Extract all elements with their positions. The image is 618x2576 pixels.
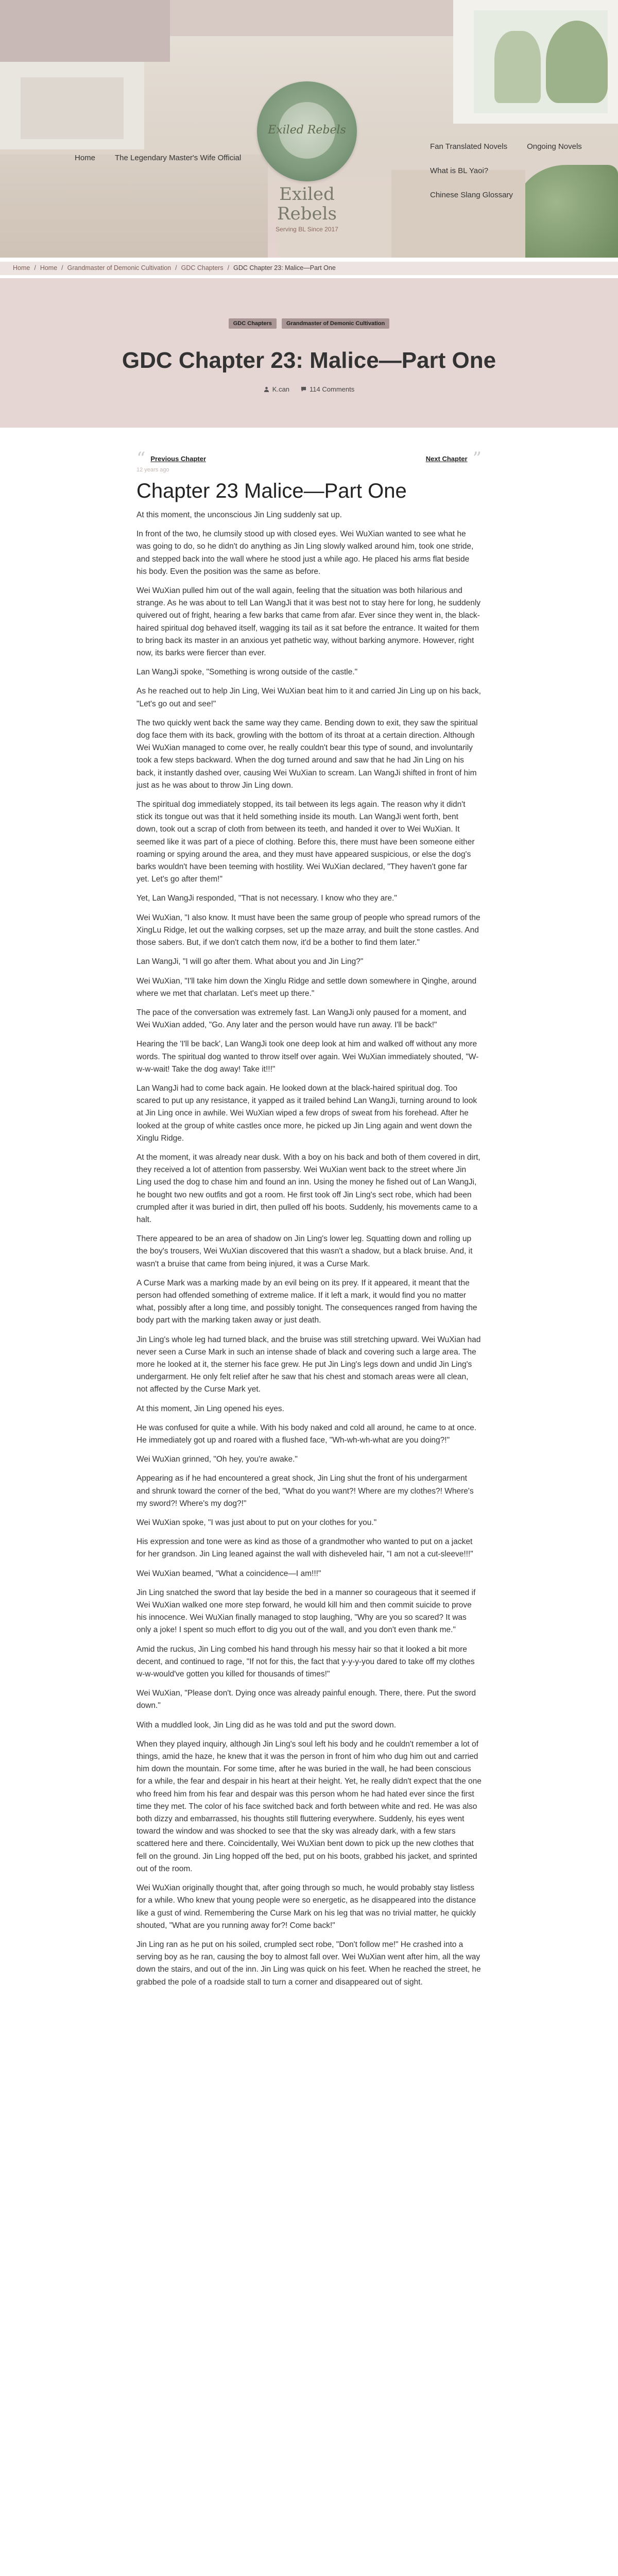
- chapter-paragraph: Wei WuXian originally thought that, after going through so much, he would probably stay listless for a while. Who knew that young people were so energetic, as he disappeared into the distance like a gust of wind. Remembering the Curse Mark on his leg that was no trivial matter, he quickly shouted, "What are you running away for?! Come back!": [136, 1884, 476, 1930]
- breadcrumb-item-gdc-chapters[interactable]: GDC Chapters: [181, 264, 224, 272]
- site-logo[interactable]: [257, 81, 357, 181]
- chapter-navigation: [136, 448, 482, 469]
- nav-link-what-is-bl[interactable]: What is BL Yaoi?: [430, 166, 489, 175]
- chapter-paragraph: Jin Ling ran as he put on his soiled, crumpled sect robe, "Don't follow me!" He crashed into a serving boy as he ran, causing the boy to almost fall over. Wei WuXian went after him, all the way down the stairs, and out of the inn. Jin Ling was quick on his feet. When he reached the street, he grabbed the pole of a roadside stall to turn a corner and disappeared out of sight.: [136, 1940, 481, 1987]
- category-badge-grandmaster[interactable]: Grandmaster of Demonic Cultivation: [282, 318, 389, 329]
- chapter-paragraph: Jin Ling's whole leg had turned black, and the bruise was still stretching upward. Wei WuXian had never seen a Curse Mark in such an intense shade of black and covering such a large area. The more he looked at it, the sterner his face grew. He put Jin Ling's legs down and undid Jin Ling's undergarment. He only felt relief after he saw that his chest and stomach areas were all clean, not affected by the Curse Mark yet.: [136, 1335, 481, 1394]
- chapter-paragraph: He was confused for quite a while. With his body naked and cold all around, he came to at once. He immediately got up and roared with a flushed face, "Wh-wh-wh-what are you doing?!": [136, 1423, 476, 1445]
- post-author-name: K.can: [272, 385, 290, 393]
- nav-link-home[interactable]: Home: [75, 154, 96, 162]
- category-badge-gdc-chapters[interactable]: GDC Chapters: [229, 318, 277, 329]
- quote-mark-icon: ”: [472, 448, 482, 469]
- nav-link-fan-translated-novels[interactable]: Fan Translated Novels: [430, 142, 508, 151]
- chapter-paragraph: With a muddled look, Jin Ling did as he was told and put the sword down.: [136, 1720, 397, 1730]
- chapter-paragraph: Wei WuXian pulled him out of the wall again, feeling that the situation was both hilarious and strange. As he was about to tell Lan WangJi that it was best not to stay here for long, he suddenly quivered out of fright, hearing a few barks that came from afar. Ever since they went in, the black-haired spiritual dog behaved itself, wagging its tail as it sat before the entrance. It waited for them to bring back its master in an anxious yet pathetic way, without barking anymore. However, right now, its barks were fiercer than ever.: [136, 586, 481, 658]
- site-branding: [255, 81, 358, 233]
- breadcrumb-current: GDC Chapter 23: Malice—Part One: [233, 264, 336, 272]
- chapter-paragraph: Hearing the 'I'll be back', Lan WangJi took one deep look at him and walked off without any more words. The spiritual dog wanted to throw itself over again. Wei WuXian immediately shouted, "W-w-w-wait! Take the dog away! Take it!!!": [136, 1040, 479, 1074]
- chapter-paragraph: His expression and tone were as kind as those of a grandmother who wanted to put on a jacket for her grandson. Jin Ling leaned against the wall with disheveled hair, "I am not a cut-sleeve!!!": [136, 1537, 473, 1559]
- chapter-paragraph: Wei WuXian spoke, "I was just about to put on your clothes for you.": [136, 1518, 377, 1528]
- quote-mark-icon: “: [136, 448, 146, 469]
- site-title[interactable]: Exiled Rebels: [277, 184, 337, 224]
- chapter-paragraph: Lan WangJi, "I will go after them. What about you and Jin Ling?": [136, 957, 364, 967]
- chapter-paragraph: Wei WuXian, "I'll take him down the Xinglu Ridge and settle down somewhere in Qinghe, around where we met that charlatan. Let's meet up there.": [136, 976, 477, 998]
- primary-nav-left: [75, 154, 241, 162]
- site-tagline: Serving BL Since 2017: [276, 226, 338, 233]
- breadcrumb: [13, 264, 336, 272]
- chapter-paragraph: The pace of the conversation was extremely fast. Lan WangJi only paused for a moment, and Wei WuXian added, "Go. Any later and the person would have run away. I'll be back!": [136, 1008, 467, 1030]
- post-content: [136, 448, 482, 1989]
- breadcrumb-item-grandmaster[interactable]: Grandmaster of Demonic Cultivation: [67, 264, 171, 272]
- chapter-paragraph: The two quickly went back the same way they came. Bending down to exit, they saw the spiritual dog face them with its back, growling with the bottom of its throat at a certain direction. Although Wei WuXian managed to come over, he really couldn't bear this type of sound, and involuntarily took a few steps backward. When the dog turned around and saw that he had Jin Ling on his back, it instantly dashed over, causing Wei WuXian to scream. Lan WangJi shifted in front of him just as he was about to throw Jin Ling down.: [136, 718, 478, 790]
- chapter-paragraph: Amid the ruckus, Jin Ling combed his hand through his messy hair so that it looked a bit more decent, and continued to rage, "If not for this, the fact that y-y-y-you dared to take off my clothes w-w-would've gotten you killed for thousands of times!": [136, 1645, 475, 1679]
- primary-nav-right: [430, 142, 585, 199]
- breadcrumb-item-home-2[interactable]: Home: [40, 264, 58, 272]
- next-chapter-link[interactable]: Next Chapter: [425, 454, 468, 463]
- breadcrumb-item-home[interactable]: Home: [13, 264, 30, 272]
- post-comments-link[interactable]: [301, 385, 354, 393]
- previous-chapter: [136, 448, 207, 469]
- post-meta: [0, 385, 618, 393]
- post-date: 12 years ago: [136, 467, 169, 473]
- post-categories: [0, 318, 618, 329]
- chapter-heading: Chapter 23 Malice—Part One: [136, 480, 407, 502]
- chapter-paragraph: Wei WuXian beamed, "What a coincidence—I am!!!": [136, 1569, 321, 1578]
- chapter-paragraph: The spiritual dog immediately stopped, its tail between its legs again. The reason why it didn't stick its tongue out was that it held something inside its mouth. Lan WangJi went forth, bent down, took out a scrap of cloth from between its teeth, and handed it over to Wei WuXian. It seemed like it was part of a piece of clothing. Before this, there must have been someone either roaming or spying around the area, and they must have appeared suspicious, or else the dog's barks wouldn't have been teeming with hostility. Wei WuXian declared, "They haven't gone far yet. Let's go after them!": [136, 800, 475, 884]
- post-comments-count: 114 Comments: [310, 385, 355, 393]
- chapter-paragraph: At the moment, it was already near dusk. With a boy on his back and both of them covered in dirt, they received a lot of attention from passersby. Wei WuXian went back to the street where Jin Ling used the dog to chase him and found an inn. Using the money he fished out of Lan WangJi, he bought two new outfits and got a room. He first took off Jin Ling's sect robe, which had been crumpled after it was buried in dirt, then pulled off his boots. Suddenly, his movements came to a halt.: [136, 1153, 480, 1224]
- logo-text: Exiled Rebels: [268, 124, 346, 137]
- chapter-paragraph: At this moment, the unconscious Jin Ling suddenly sat up.: [136, 511, 342, 519]
- chapter-paragraph: As he reached out to help Jin Ling, Wei WuXian beat him to it and carried Jin Ling up on his back, "Let's go out and see!": [136, 687, 481, 708]
- breadcrumb-separator: /: [61, 264, 63, 272]
- chapter-paragraph: When they played inquiry, although Jin Ling's soul left his body and he couldn't remember a lot of things, amid the haze, he knew that it was the person in front of him who dug him out and carried him down the mountain. For some time, after he was buried in the wall, he had been conscious for a while, the fear and despair in his heart at their height. Yet, he really didn't expect that the one who freed him from his fear and despair was this person whom he had hated ever since the first time they met. The color of his face switched back and forth between white and red. He was also both dizzy and embarrassed, his thoughts still fluttering everywhere. Suddenly, his eyes went toward the window and was shocked to see that the sky was already dark, with a few stars scattered here and there. Coincidentally, Wei WuXian bent down to pick up the new clothes that fell on the ground. Jin Ling hopped off the bed, put on his boots, grabbed his jacket, and sprinted out of the room.: [136, 1739, 482, 1873]
- nav-link-ongoing-novels[interactable]: Ongoing Novels: [527, 142, 582, 151]
- chapter-paragraph: Wei WuXian, "Please don't. Dying once was already painful enough. There, there. Put the sword down.": [136, 1689, 476, 1710]
- chapter-paragraph: At this moment, Jin Ling opened his eyes.: [136, 1404, 284, 1413]
- chapter-paragraph: Appearing as if he had encountered a great shock, Jin Ling shut the front of his undergarment and shrunk toward the corner of the bed, "What do you want?! Where are my clothes?! Where's my sword?! Where's my dog?!": [136, 1474, 474, 1508]
- chapter-paragraph: Lan WangJi spoke, "Something is wrong outside of the castle.": [136, 668, 358, 677]
- chapter-paragraph: Jin Ling snatched the sword that lay beside the bed in a manner so courageous that it seemed if Wei WuXian walked one more step forward, he would kill him and then commit suicide to prove his innocence. Wei WuXian finally managed to stop laughing, "Why are you so scared? It was only a joke! I spent so much effort to dig you out of the wall, and you don't even thank me.": [136, 1588, 476, 1635]
- chapter-paragraph: Wei WuXian, "I also know. It must have been the same group of people who spread rumors of the XingLu Ridge, let out the walking corpses, set up the maze array, and built the stone castles. And those sabers. But, if we don't catch them now, it'd be a bother to find them later.": [136, 913, 480, 947]
- chapter-paragraph: A Curse Mark was a marking made by an evil being on its prey. If it appeared, it meant that the person had offended something of extreme malice. If it left a mark, it would find you no matter what, possibly after a long time, and possibly tonight. The consequences ranged from having the body part with the marking taken away or just death.: [136, 1278, 477, 1325]
- chapter-paragraph: Yet, Lan WangJi responded, "That is not necessary. I know who they are.": [136, 894, 397, 903]
- chapter-paragraph: There appeared to be an area of shadow on Jin Ling's lower leg. Squatting down and rolling up the boy's trousers, Wei WuXian discovered that this wasn't a shadow, but a black bruise. And, it wasn't a bruise that came from being injured, it was a Curse Mark.: [136, 1234, 473, 1268]
- site-header: [0, 0, 618, 258]
- post-author[interactable]: [264, 385, 289, 393]
- next-chapter: [425, 448, 482, 469]
- nav-link-legendary-masters-wife[interactable]: The Legendary Master's Wife Official: [115, 154, 242, 162]
- chapter-paragraph: Wei WuXian grinned, "Oh hey, you're awake.": [136, 1455, 298, 1464]
- chapter-body: [136, 509, 482, 1989]
- breadcrumb-separator: /: [227, 264, 230, 272]
- user-icon: [264, 386, 269, 392]
- chapter-paragraph: In front of the two, he clumsily stood up with closed eyes. Wei WuXian wanted to see what he was going to do, so he didn't do anything as Jin Ling slowly walked around him, took one stride, and stepped back into the wall where he stood just a while ago. He placed his arms flat beside his body. Even the position was the same as before.: [136, 530, 474, 576]
- previous-chapter-link[interactable]: Previous Chapter: [150, 454, 207, 463]
- post-title: GDC Chapter 23: Malice—Part One: [122, 348, 496, 373]
- nav-link-chinese-slang-glossary[interactable]: Chinese Slang Glossary: [430, 191, 513, 199]
- comment-icon: [301, 386, 306, 392]
- chapter-paragraph: Lan WangJi had to come back again. He looked down at the black-haired spiritual dog. Too scared to put up any resistance, it yapped as it trailed behind Lan WangJi, turning around to look at Jin Ling once in awhile. Wei WuXian wiped a few drops of sweat from his forehead. After he looked at the group of white castles once more, he picked up Jin Ling again and went down the Xinglu Ridge.: [136, 1083, 477, 1143]
- breadcrumb-separator: /: [175, 264, 177, 272]
- breadcrumb-separator: /: [34, 264, 36, 272]
